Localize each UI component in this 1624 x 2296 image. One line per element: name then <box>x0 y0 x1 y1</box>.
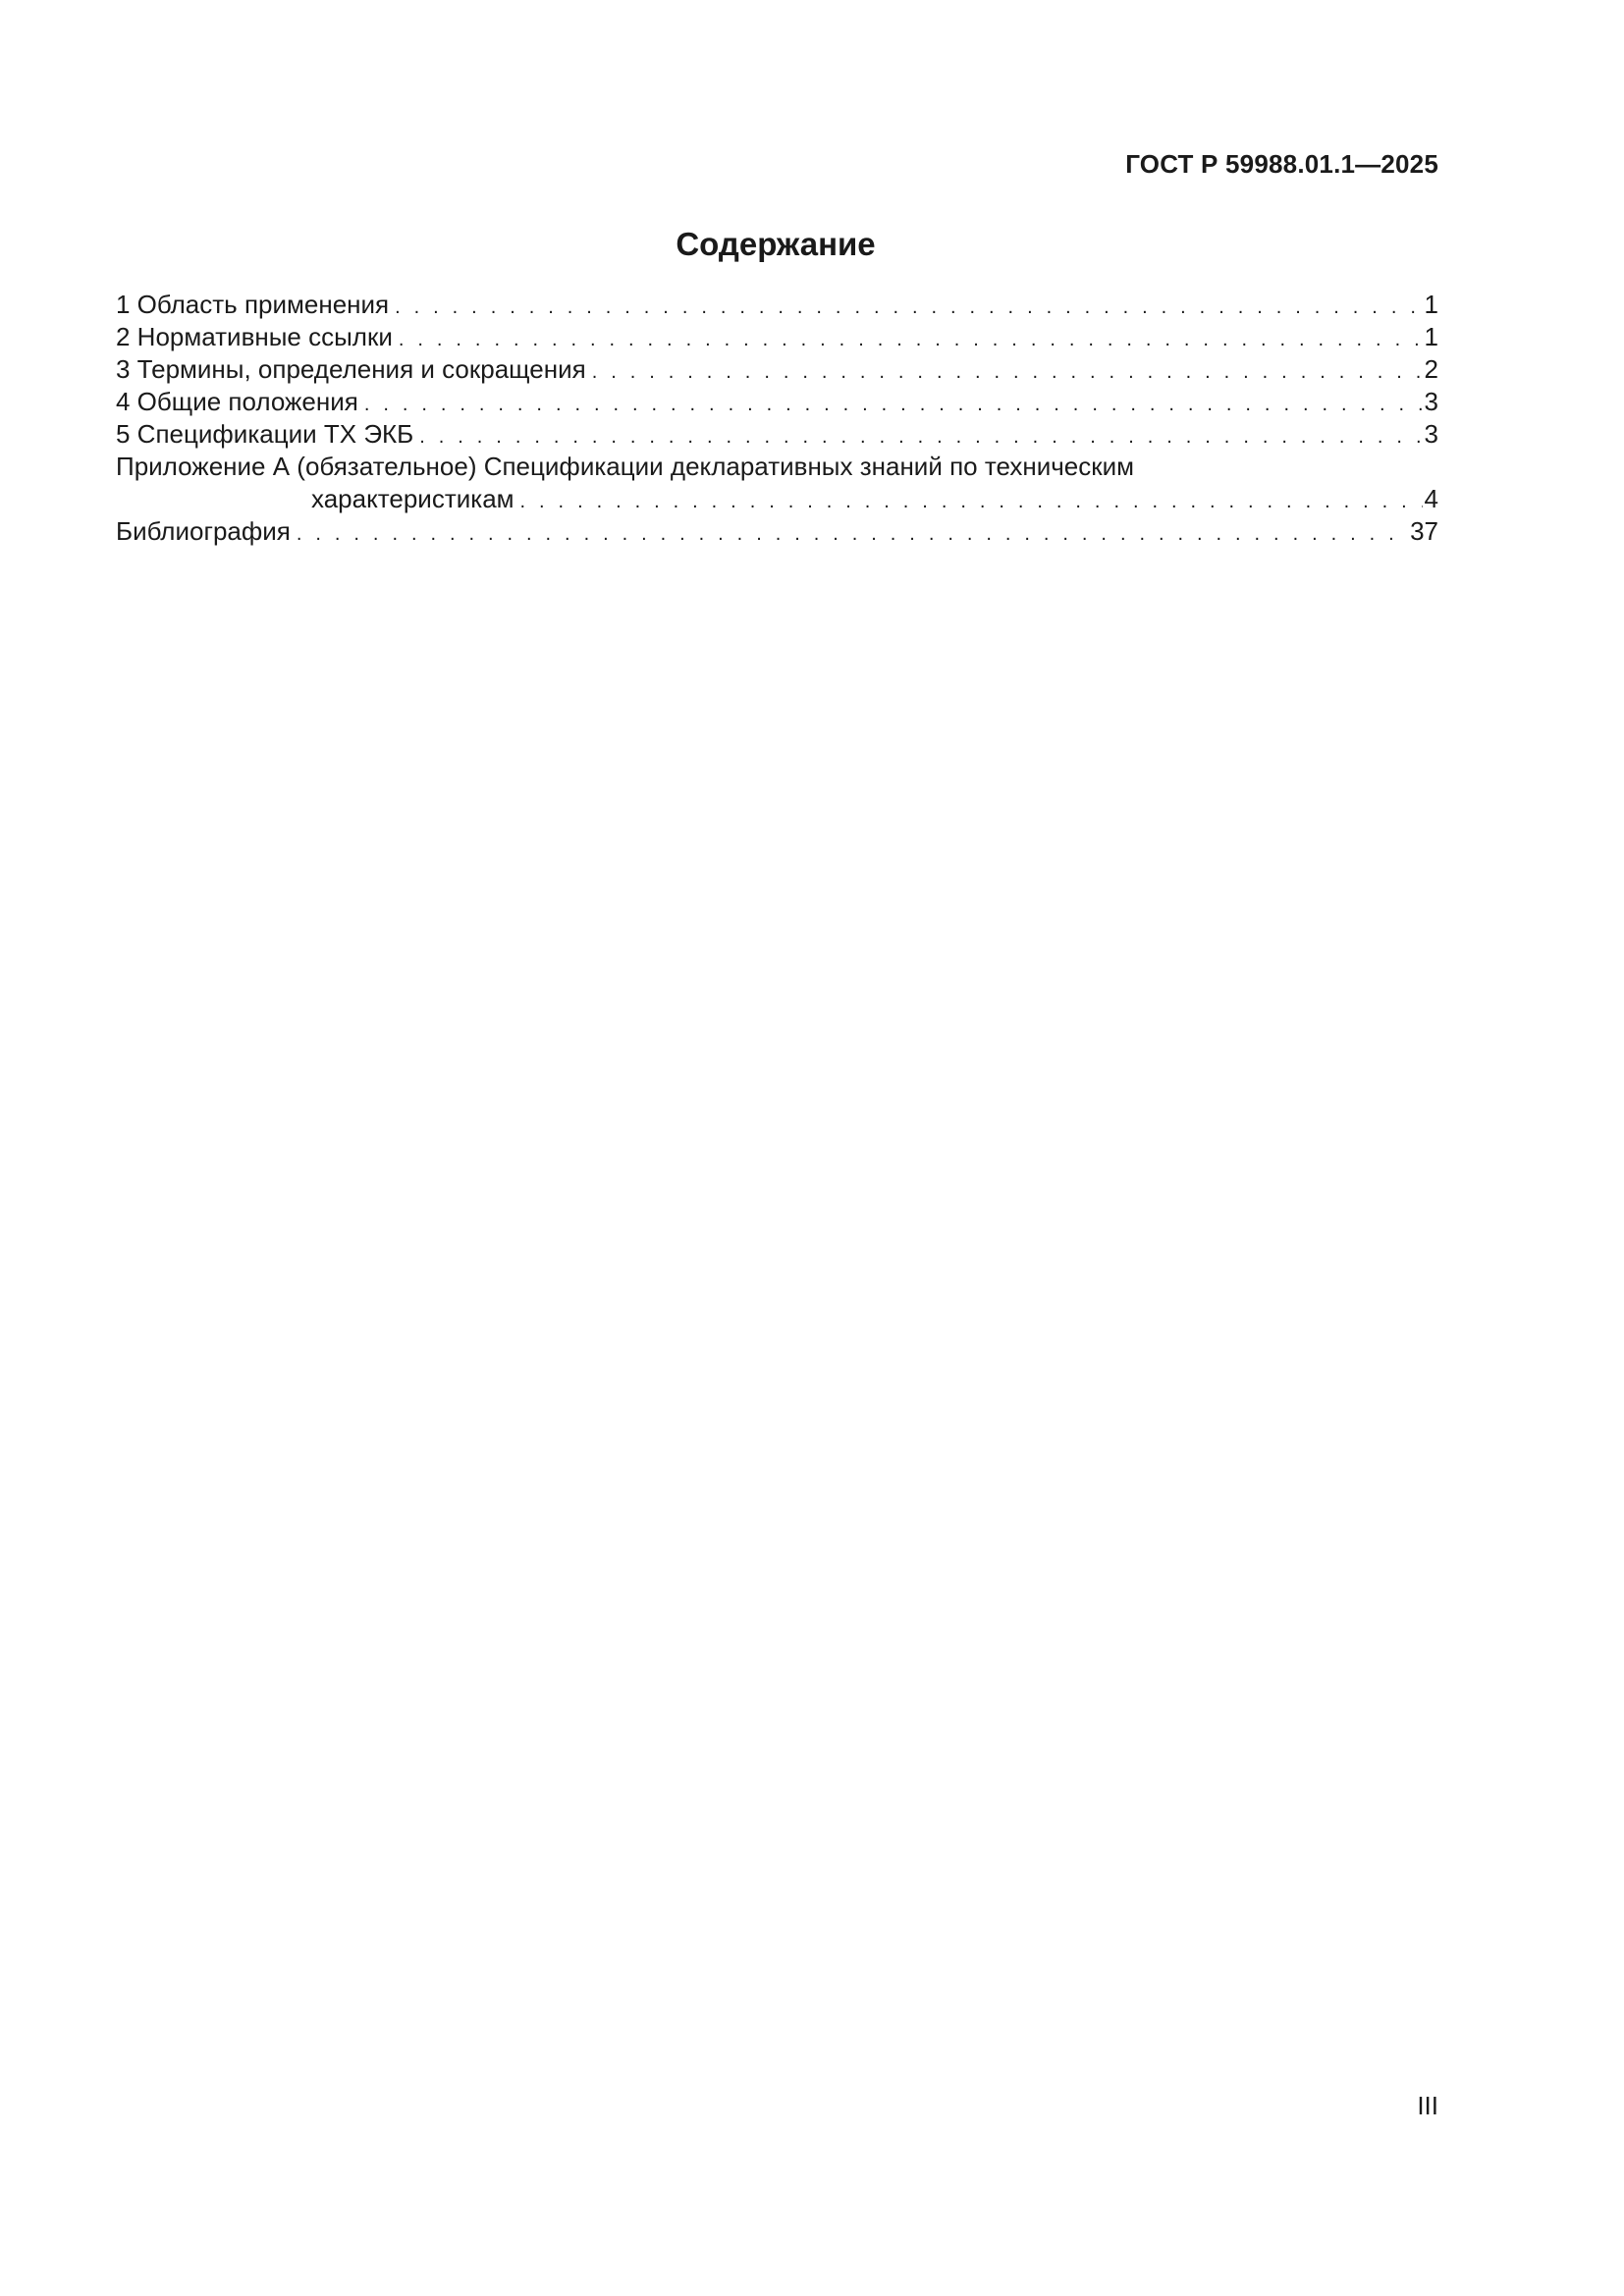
toc-leader-dots <box>364 389 1423 421</box>
toc-entry-page: 2 <box>1424 354 1438 384</box>
toc-leader-dots <box>419 421 1422 454</box>
document-number: ГОСТ Р 59988.01.1—2025 <box>1125 149 1438 179</box>
toc-entry[interactable] <box>116 418 1438 451</box>
table-of-contents <box>116 289 1438 548</box>
toc-entry[interactable] <box>116 515 1438 548</box>
toc-entry-page: 4 <box>1424 484 1438 513</box>
toc-leader-dots <box>520 486 1423 518</box>
toc-entry-label: Библиография <box>116 516 291 546</box>
toc-entry-label: 2 Нормативные ссылки <box>116 322 393 351</box>
toc-entry[interactable] <box>116 289 1438 321</box>
toc-leader-dots <box>592 356 1423 389</box>
toc-entry-label: характеристикам <box>311 484 514 513</box>
toc-entry[interactable] <box>116 321 1438 353</box>
toc-entry-label: 5 Спецификации ТХ ЭКБ <box>116 419 414 449</box>
toc-leader-dots <box>297 518 1408 551</box>
toc-entry-label: 4 Общие положения <box>116 387 358 416</box>
toc-entry-page: 3 <box>1424 387 1438 416</box>
toc-entry-page: 1 <box>1424 290 1438 319</box>
toc-entry-annex-line1[interactable]: Приложение А (обязательное) Спецификации декларативных знаний по техническим <box>116 452 1135 481</box>
toc-entry-label: 1 Область применения <box>116 290 390 319</box>
toc-entry[interactable] <box>116 386 1438 418</box>
toc-entry-page: 3 <box>1424 419 1438 449</box>
toc-entry[interactable] <box>116 353 1438 386</box>
toc-entry-page: 1 <box>1424 322 1438 351</box>
toc-title: Содержание <box>676 226 876 262</box>
toc-leader-dots <box>399 324 1423 356</box>
toc-entry[interactable] <box>116 483 1438 515</box>
toc-entry-label: 3 Термины, определения и сокращения <box>116 354 586 384</box>
toc-entry-page: 37 <box>1410 516 1438 546</box>
page-number: III <box>1417 2091 1438 2120</box>
toc-leader-dots <box>395 292 1422 324</box>
